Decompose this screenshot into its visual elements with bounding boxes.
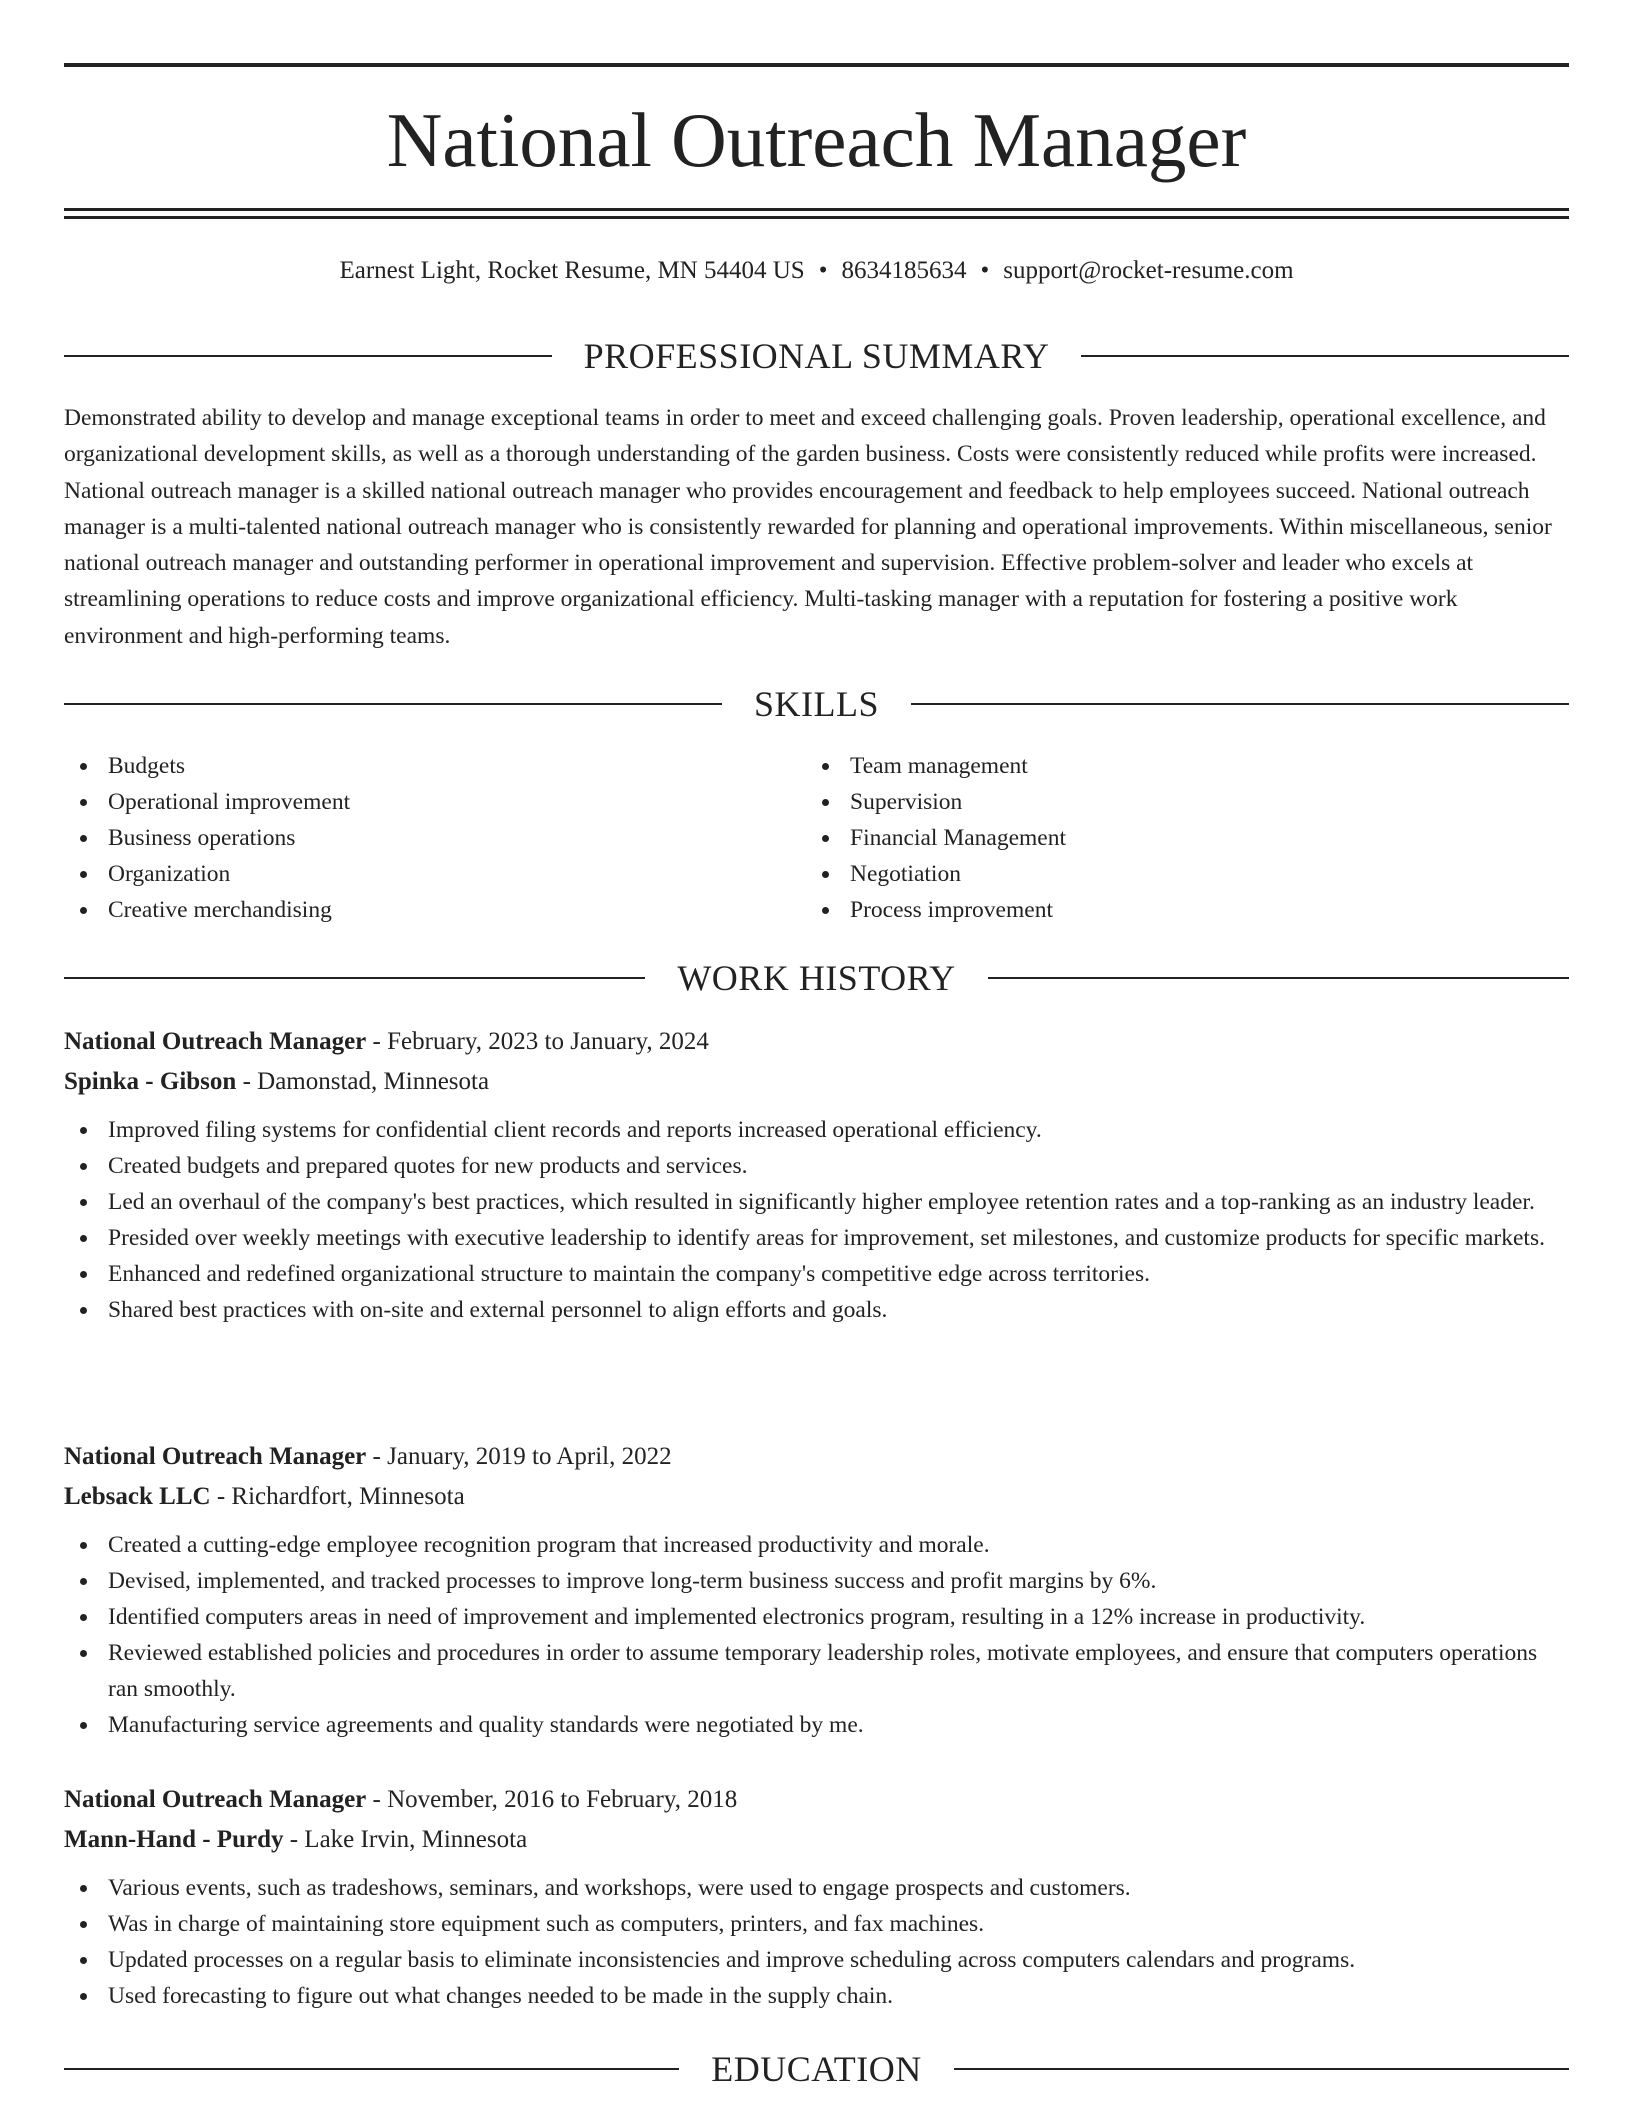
top-rule — [64, 63, 1569, 67]
job-bullet: Manufacturing service agreements and quality standards were negotiated by me. — [64, 1707, 1569, 1743]
job-bullet: Presided over weekly meetings with executive leadership to identify areas for improvement, set milestones, and customize products for specific markets. — [64, 1220, 1569, 1256]
job-bullets — [64, 1527, 1569, 1743]
job-company: Mann-Hand - Purdy — [64, 1826, 284, 1853]
job-location: - Damonstad, Minnesota — [236, 1068, 490, 1095]
skills-heading — [64, 682, 1569, 726]
job-bullet: Used forecasting to figure out what changes needed to be made in the supply chain. — [64, 1978, 1569, 2014]
job-bullets — [64, 1870, 1569, 2014]
job-location: - Richardfort, Minnesota — [210, 1483, 465, 1510]
skills-list — [64, 748, 1569, 928]
work-history-heading — [64, 956, 1569, 1000]
contact-address: Earnest Light, Rocket Resume, MN 54404 US — [339, 257, 805, 284]
job-company-line — [64, 1062, 1569, 1102]
skill-item: Organization — [64, 856, 806, 892]
job-company: Lebsack LLC — [64, 1483, 211, 1510]
title-rule-upper — [64, 208, 1569, 211]
heading-rule-right — [911, 703, 1569, 705]
skill-item: Team management — [806, 748, 1548, 784]
skill-item: Budgets — [64, 748, 806, 784]
job-title: National Outreach Manager — [64, 1786, 367, 1813]
summary-heading-label: PROFESSIONAL SUMMARY — [583, 336, 1050, 376]
job-bullet: Created a cutting-edge employee recognition program that increased productivity and morale. — [64, 1527, 1569, 1563]
work-history-heading-label: WORK HISTORY — [677, 958, 956, 998]
job-entry — [64, 1437, 1569, 1743]
job-location: - Lake Irvin, Minnesota — [283, 1826, 528, 1853]
summary-text: Demonstrated ability to develop and manage exceptional teams in order to meet and exceed challenging goals. Proven leadership, operational excellence, and organizational development skills, as well as a thorough understanding of the garden business. Costs were consistently reduced while profits were increased. National outreach manager is a skilled national outreach manager who provides encouragement and feedback to help employees succeed. National outreach manager is a multi-talented national outreach manager who is consistently rewarded for planning and operational improvements. Within miscellaneous, senior national outreach manager and outstanding performer in operational improvement and supervision. Effective problem-solver and leader who excels at streamlining operations to reduce costs and improve organizational efficiency. Multi-tasking manager with a reputation for fostering a positive work environment and high-performing teams. — [64, 405, 1552, 649]
skill-item: Operational improvement — [64, 784, 806, 820]
contact-separator: • — [818, 257, 828, 284]
contact-email: support@rocket-resume.com — [1003, 257, 1294, 284]
job-bullet: Enhanced and redefined organizational structure to maintain the company's competitive edge across territories. — [64, 1256, 1569, 1292]
job-bullet: Improved filing systems for confidential client records and reports increased operational efficiency. — [64, 1112, 1569, 1148]
skills-heading-label: SKILLS — [754, 684, 880, 724]
skill-item: Supervision — [806, 784, 1548, 820]
job-bullet: Shared best practices with on-site and external personnel to align efforts and goals. — [64, 1292, 1569, 1328]
job-title: National Outreach Manager — [64, 1028, 367, 1055]
job-company: Spinka - Gibson — [64, 1068, 237, 1095]
job-company-line — [64, 1477, 1569, 1517]
contact-phone: 8634185634 — [841, 257, 967, 284]
job-title-line — [64, 1437, 1569, 1477]
title-rule-lower — [64, 216, 1569, 219]
heading-rule-right — [988, 977, 1569, 979]
job-bullet: Reviewed established policies and procedures in order to assume temporary leadership roles, motivate employees, and ensure that computers operations ran smoothly. — [64, 1635, 1569, 1707]
job-bullets — [64, 1112, 1569, 1328]
job-bullet: Updated processes on a regular basis to eliminate inconsistencies and improve scheduling across computers calendars and programs. — [64, 1942, 1569, 1978]
skills-column-left — [64, 748, 806, 928]
job-entry — [64, 1022, 1569, 1328]
job-dates: - November, 2016 to February, 2018 — [366, 1786, 738, 1813]
heading-rule-left — [64, 2068, 679, 2070]
page-title: National Outreach Manager — [386, 97, 1247, 183]
job-title: National Outreach Manager — [64, 1443, 367, 1470]
job-bullet: Was in charge of maintaining store equipment such as computers, printers, and fax machines. — [64, 1906, 1569, 1942]
heading-rule-left — [64, 355, 552, 357]
skill-item: Creative merchandising — [64, 892, 806, 928]
job-dates: - February, 2023 to January, 2024 — [366, 1028, 709, 1055]
heading-rule-left — [64, 703, 722, 705]
job-title-line — [64, 1022, 1569, 1062]
skill-item: Process improvement — [806, 892, 1548, 928]
heading-rule-right — [1081, 355, 1569, 357]
job-dates: - January, 2019 to April, 2022 — [366, 1443, 672, 1470]
job-bullet: Identified computers areas in need of improvement and implemented electronics program, resulting in a 12% increase in productivity. — [64, 1599, 1569, 1635]
skills-column-right — [806, 748, 1548, 928]
skill-item: Financial Management — [806, 820, 1548, 856]
skill-item: Business operations — [64, 820, 806, 856]
education-heading-label: EDUCATION — [711, 2049, 922, 2089]
job-bullet: Various events, such as tradeshows, seminars, and workshops, were used to engage prospects and customers. — [64, 1870, 1569, 1906]
job-bullet: Led an overhaul of the company's best practices, which resulted in significantly higher employee retention rates and a top-ranking as an industry leader. — [64, 1184, 1569, 1220]
job-entry — [64, 1780, 1569, 2014]
job-bullet: Devised, implemented, and tracked processes to improve long-term business success and profit margins by 6%. — [64, 1563, 1569, 1599]
job-title-line — [64, 1780, 1569, 1820]
skill-item: Negotiation — [806, 856, 1548, 892]
job-bullet: Created budgets and prepared quotes for new products and services. — [64, 1148, 1569, 1184]
education-heading — [64, 2047, 1569, 2091]
job-company-line — [64, 1820, 1569, 1860]
summary-heading — [64, 334, 1569, 378]
contact-separator: • — [980, 257, 990, 284]
heading-rule-right — [954, 2068, 1569, 2070]
contact-line — [64, 254, 1569, 288]
heading-rule-left — [64, 977, 645, 979]
